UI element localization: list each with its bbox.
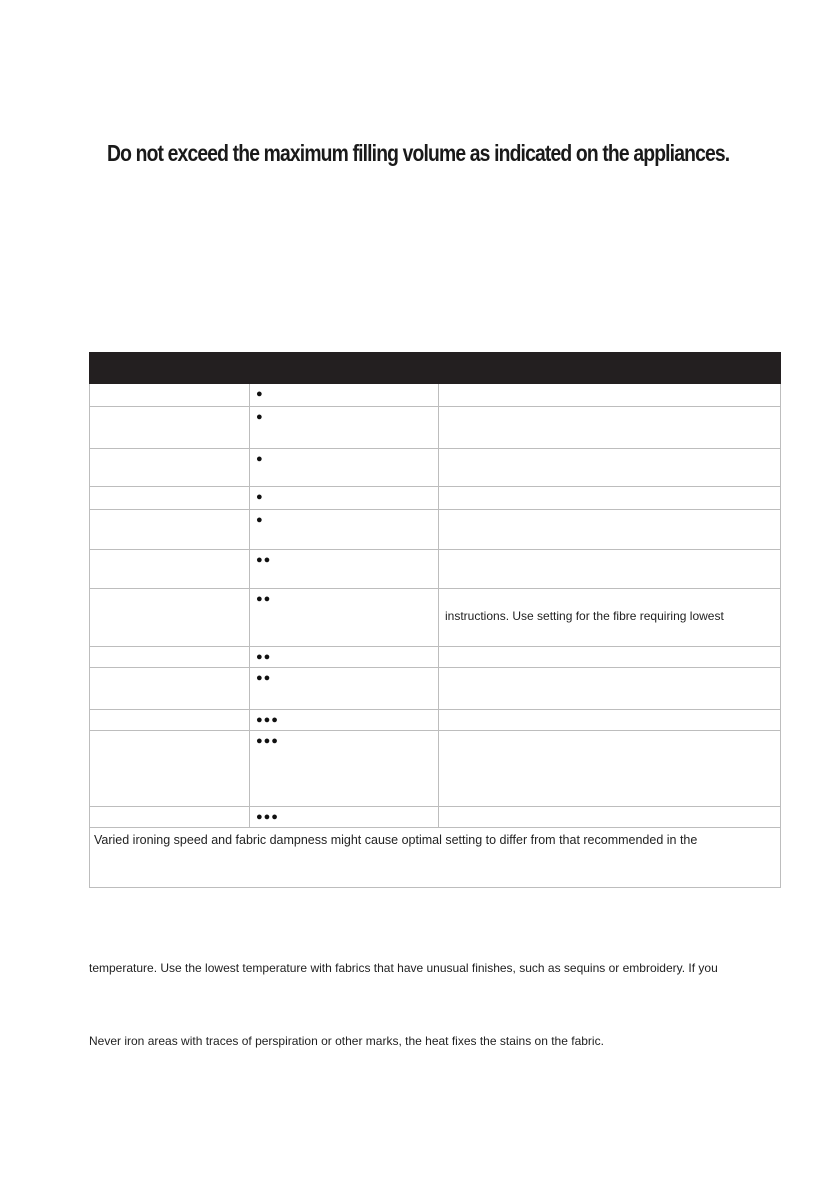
fabric-cell bbox=[90, 550, 250, 589]
table-note: Varied ironing speed and fabric dampness might cause optimal setting to differ from that recommended in the bbox=[90, 828, 781, 888]
setting-cell bbox=[250, 449, 439, 487]
table-header-row bbox=[90, 353, 781, 384]
notes-cell bbox=[439, 647, 781, 668]
temperature-dots: ● bbox=[256, 514, 264, 526]
notes-cell: instructions. Use setting for the fibre requiring lowest bbox=[439, 589, 781, 647]
setting-cell bbox=[250, 647, 439, 668]
fabric-cell bbox=[90, 731, 250, 807]
table-row bbox=[90, 449, 781, 487]
temperature-dots: ●● bbox=[256, 554, 272, 566]
setting-cell bbox=[250, 807, 439, 828]
notes-cell bbox=[439, 710, 781, 731]
table-note-row bbox=[90, 828, 781, 888]
fabric-cell bbox=[90, 647, 250, 668]
ironing-settings-table bbox=[89, 352, 781, 888]
setting-cell bbox=[250, 407, 439, 449]
temperature-dots: ● bbox=[256, 388, 264, 400]
notes-cell bbox=[439, 731, 781, 807]
notes-cell bbox=[439, 807, 781, 828]
fabric-cell bbox=[90, 807, 250, 828]
notes-cell bbox=[439, 668, 781, 710]
notes-cell bbox=[439, 510, 781, 550]
temperature-dots: ●●● bbox=[256, 735, 279, 747]
fabric-cell bbox=[90, 589, 250, 647]
paragraph-perspiration: Never iron areas with traces of perspiration or other marks, the heat fixes the stains on the fabric. bbox=[89, 1034, 604, 1048]
header-fabric bbox=[90, 353, 250, 384]
setting-cell bbox=[250, 487, 439, 510]
fabric-cell bbox=[90, 710, 250, 731]
setting-cell bbox=[250, 589, 439, 647]
setting-cell bbox=[250, 384, 439, 407]
fabric-cell bbox=[90, 510, 250, 550]
table-row bbox=[90, 550, 781, 589]
table-row bbox=[90, 384, 781, 407]
table-row bbox=[90, 510, 781, 550]
temperature-dots: ●●● bbox=[256, 714, 279, 726]
max-filling-warning: Do not exceed the maximum filling volume as indicated on the appliances. bbox=[107, 140, 730, 166]
table-row bbox=[90, 487, 781, 510]
fabric-cell bbox=[90, 449, 250, 487]
setting-cell bbox=[250, 510, 439, 550]
table-row bbox=[90, 731, 781, 807]
header-setting bbox=[250, 353, 439, 384]
table-row bbox=[90, 668, 781, 710]
fabric-cell bbox=[90, 487, 250, 510]
fabric-cell bbox=[90, 384, 250, 407]
temperature-dots: ●● bbox=[256, 672, 272, 684]
notes-cell bbox=[439, 384, 781, 407]
setting-cell bbox=[250, 710, 439, 731]
temperature-dots: ● bbox=[256, 453, 264, 465]
temperature-dots: ●● bbox=[256, 593, 272, 605]
setting-cell bbox=[250, 731, 439, 807]
setting-cell bbox=[250, 668, 439, 710]
fabric-cell bbox=[90, 668, 250, 710]
header-notes bbox=[439, 353, 781, 384]
table-row bbox=[90, 589, 781, 647]
notes-cell bbox=[439, 550, 781, 589]
setting-cell bbox=[250, 550, 439, 589]
notes-cell bbox=[439, 449, 781, 487]
notes-cell bbox=[439, 487, 781, 510]
table-row bbox=[90, 407, 781, 449]
temperature-dots: ●●● bbox=[256, 811, 279, 823]
table-row bbox=[90, 710, 781, 731]
paragraph-temperature: temperature. Use the lowest temperature with fabrics that have unusual finishes, such as sequins or embroidery. If you bbox=[89, 961, 718, 975]
table-row bbox=[90, 647, 781, 668]
notes-cell bbox=[439, 407, 781, 449]
table-row bbox=[90, 807, 781, 828]
temperature-dots: ●● bbox=[256, 651, 272, 663]
fabric-cell bbox=[90, 407, 250, 449]
temperature-dots: ● bbox=[256, 491, 264, 503]
temperature-dots: ● bbox=[256, 411, 264, 423]
